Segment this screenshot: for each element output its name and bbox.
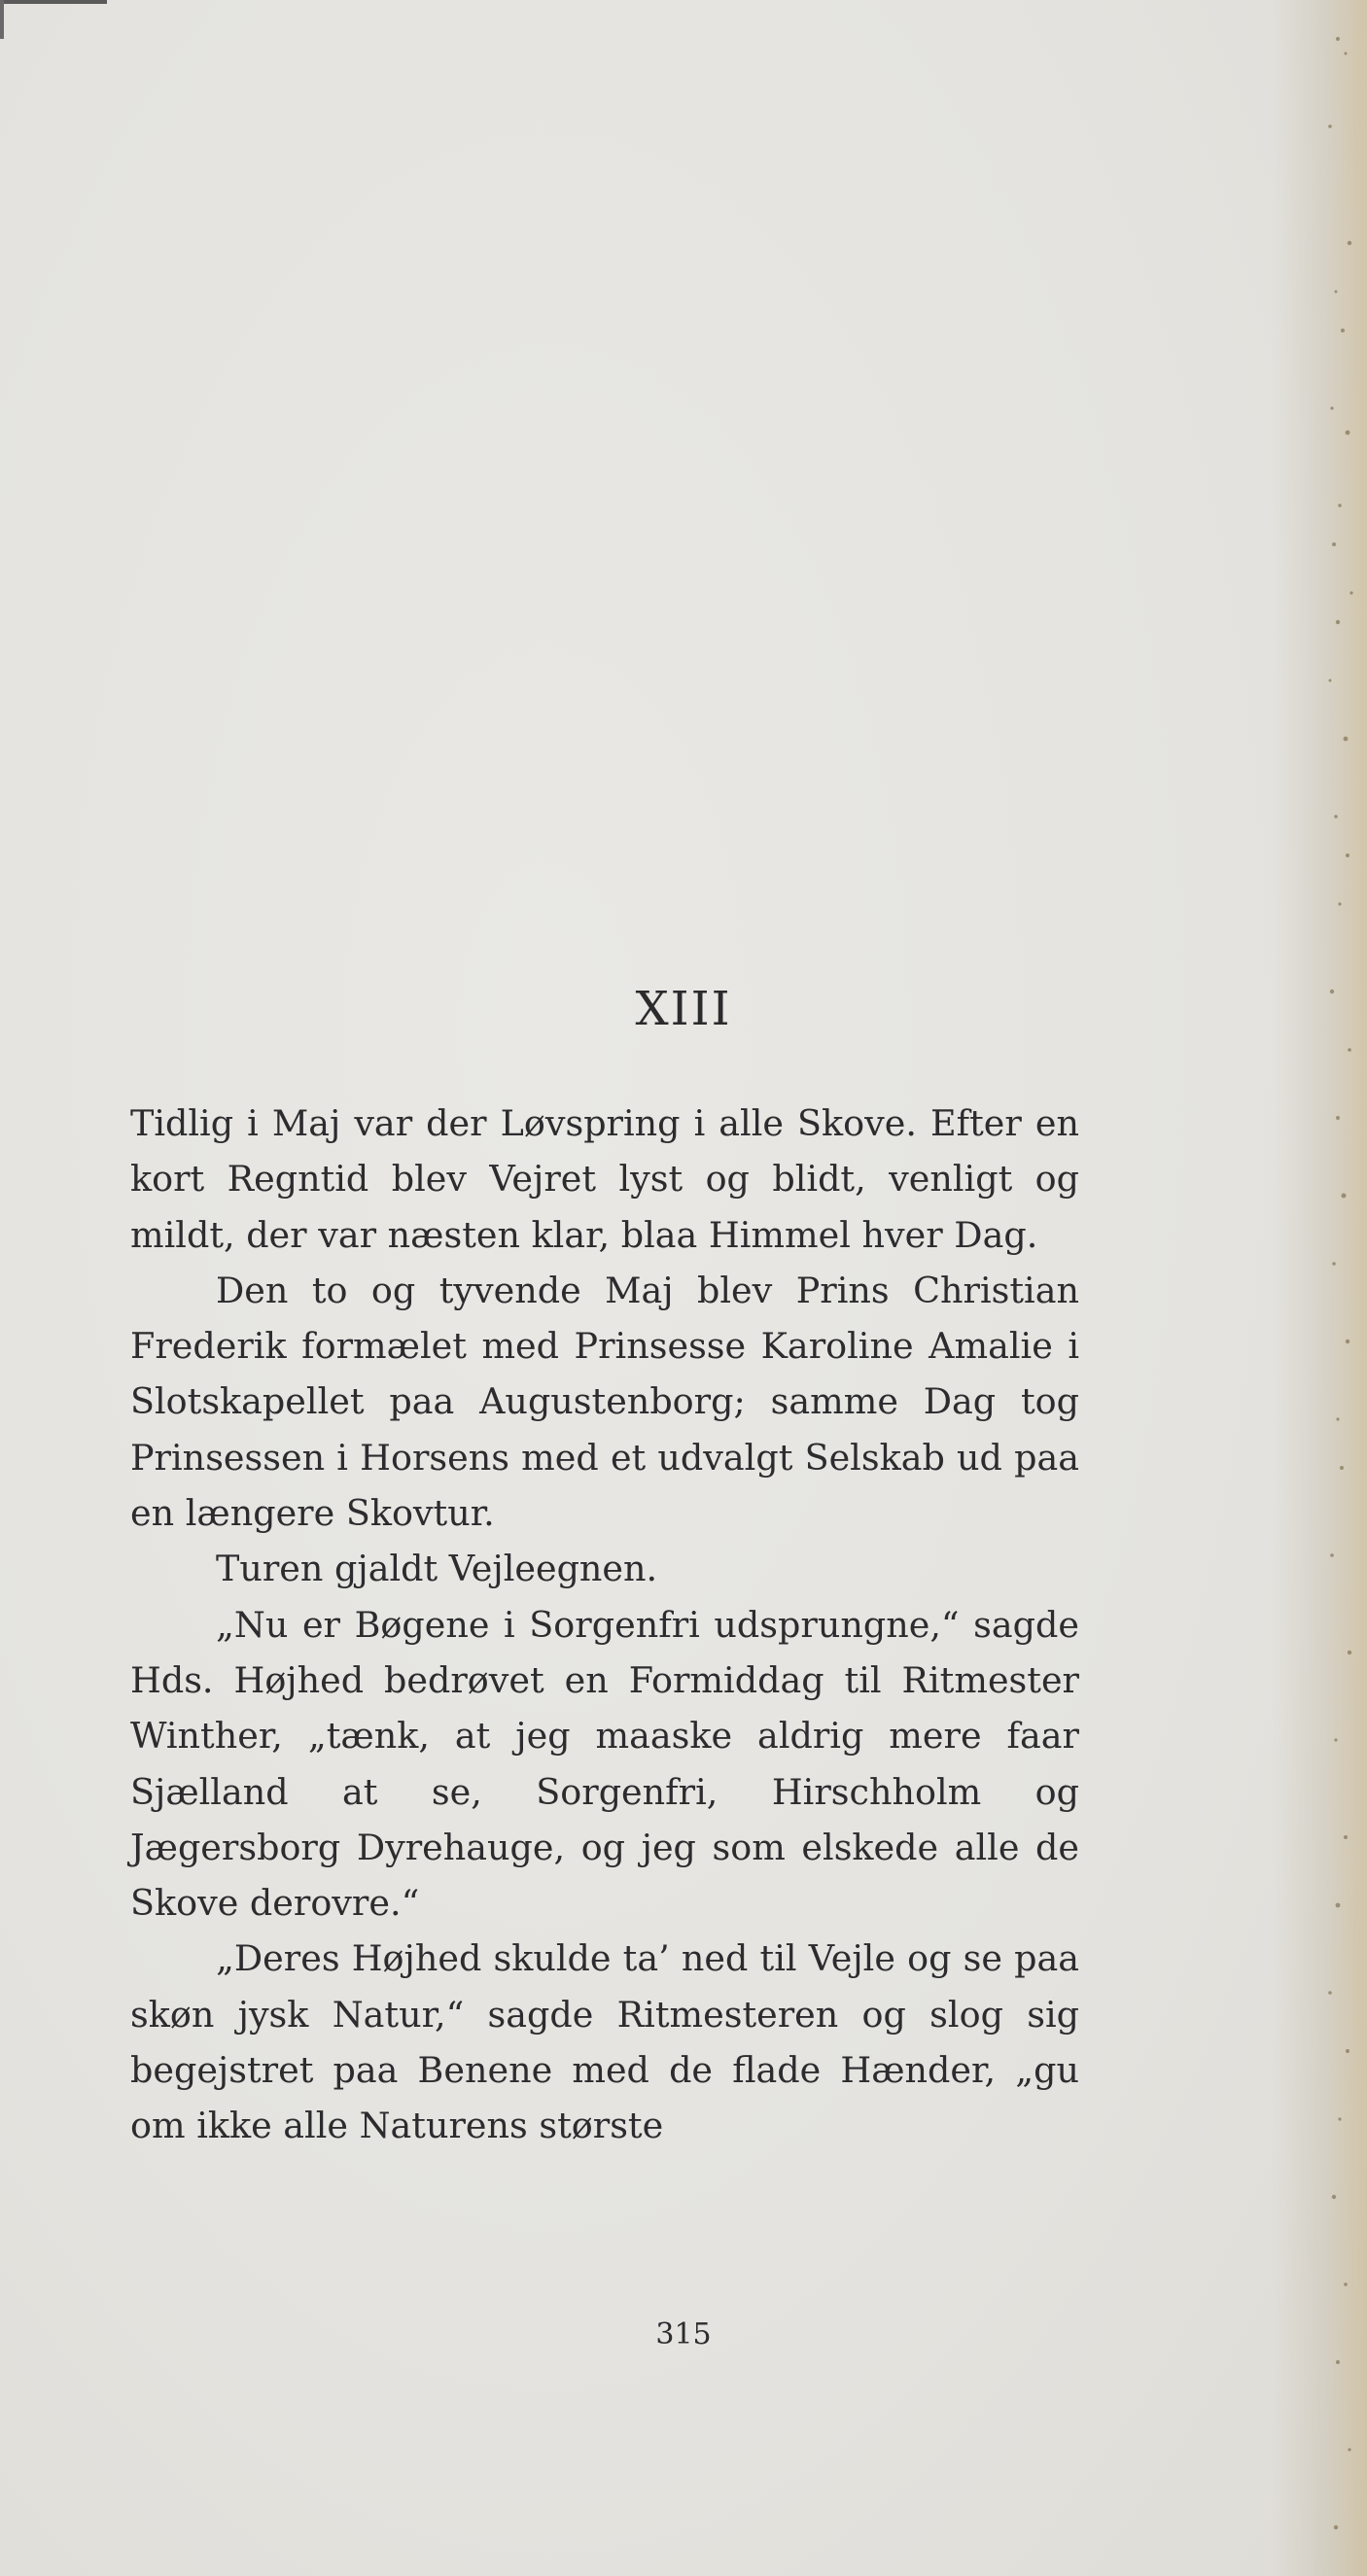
chapter-heading: XIII [635,982,732,1036]
paragraph: „Deres Højhed skulde ta’ ned til Vejle og se paa skøn jysk Natur,“ sagde Ritmesteren og slog sig begejstret paa Benene med de flade Hænder, „gu om ikke alle Naturens største [130,1937,1079,2147]
paragraph: Tidlig i Maj var der Løvspring i alle Skove. Efter en kort Regntid blev Vejret lyst og blidt, venligt og mildt, der var næsten klar, blaa Himmel hver Dag. [130,1102,1079,1256]
body-text [130,1096,1079,2154]
scan-border-left [0,0,4,39]
scan-border-top [0,0,107,4]
page-edge-stain [1318,0,1367,2576]
paragraph: Turen gjaldt Vejleegnen. [216,1548,658,1590]
paragraph: Den to og tyvende Maj blev Prins Christian Frederik formælet med Prinsesse Karoline Amalie i Slotskapellet paa Augustenborg; samme Dag tog Prinsessen i Horsens med et udvalgt Selskab ud paa en længere Skovtur. [130,1269,1079,1535]
paragraph: „Nu er Bøgene i Sorgenfri udsprungne,“ sagde Hds. Højhed bedrøvet en Formiddag til Ritmester Winther, „tænk, at jeg maaske aldrig mere faar Sjælland at se, Sorgenfri, Hirschholm og Jægersborg Dyrehauge, og jeg som elskede alle de Skove derovre.“ [130,1603,1079,1925]
page-number: 315 [655,2317,712,2351]
